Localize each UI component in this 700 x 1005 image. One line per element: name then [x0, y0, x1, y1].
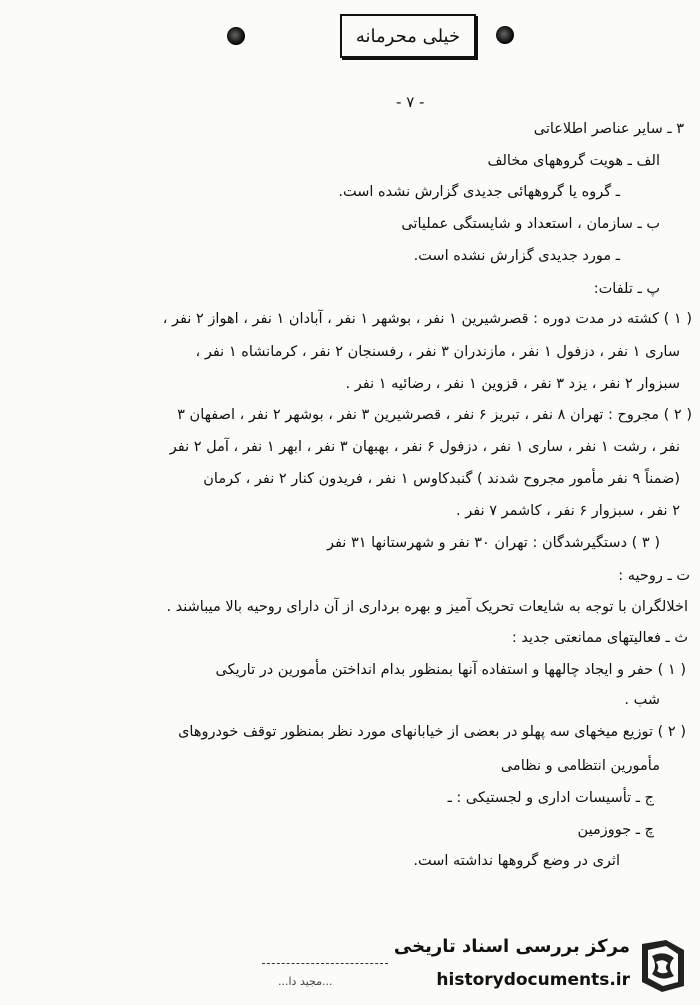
body-line: اثری در وضع گروهها نداشته است. [413, 853, 620, 869]
body-line: ـ مورد جدیدی گزارش نشده است. [413, 248, 620, 264]
body-line: ( ۱ ) کشته در مدت دوره : قصرشیرین ۱ نفر ، بوشهر ۱ نفر ، آبادان ۱ نفر ، اهواز ۲ نفر ، [162, 311, 692, 327]
archive-logo-icon [636, 936, 690, 996]
subsection-heading: ج ـ تأسیسات اداری و لجستیکی : ـ [447, 790, 654, 806]
body-line: ۲ نفر ، سبزوار ۶ نفر ، کاشمر ۷ نفر . [456, 503, 680, 519]
binder-hole-left [227, 27, 245, 45]
classification-stamp [340, 14, 476, 58]
page-number: - ۷ - [396, 93, 425, 111]
watermark-title: مرکز بررسی اسناد تاریخی [393, 936, 630, 957]
body-line: شب . [624, 692, 660, 708]
body-line: مأمورین انتظامی و نظامی [500, 758, 660, 774]
subsection-heading: چ ـ جووزمین [577, 822, 654, 838]
body-line: ( ۲ ) مجروح : تهران ۸ نفر ، تبریز ۶ نفر ، قصرشیرین ۳ نفر ، بوشهر ۲ نفر ، اصفهان ۳ [177, 407, 692, 423]
footer-stamp-text: ...مجید دا... [278, 975, 333, 988]
binder-hole-right [496, 26, 514, 44]
body-line: اخلالگران با توجه به شایعات تحریک آمیز و بهره برداری از آن دارای روحیه بالا میباشند . [166, 599, 688, 615]
subsection-heading: پ ـ تلفات: [593, 281, 660, 297]
footer-dashed-line [262, 963, 388, 964]
subsection-heading: ب ـ سازمان ، استعداد و شایستگی عملیاتی [401, 216, 660, 232]
body-line: ساری ۱ نفر ، دزفول ۱ نفر ، مازندران ۳ نفر ، رفسنجان ۲ نفر ، کرمانشاه ۱ نفر ، [195, 344, 680, 360]
body-line: نفر ، رشت ۱ نفر ، ساری ۱ نفر ، دزفول ۶ نفر ، بهبهان ۳ نفر ، ابهر ۱ نفر ، آمل ۲ نفر [169, 439, 680, 455]
subsection-heading: الف ـ هویت گروههای مخالف [487, 153, 660, 169]
body-line: ( ۱ ) حفر و ایجاد چالهها و استفاده آنها بمنظور بدام انداختن مأمورین در تاریکی [215, 662, 686, 678]
section-title: ۳ ـ سایر عناصر اطلاعاتی [533, 121, 684, 137]
body-line: سبزوار ۲ نفر ، یزد ۳ نفر ، قزوین ۱ نفر ، رضائیه ۱ نفر . [345, 376, 680, 392]
body-line: ( ۲ ) توزیع میخهای سه پهلو در بعضی از خیابانهای مورد نظر بمنظور توقف خودروهای [178, 724, 686, 740]
subsection-heading: ت ـ روحیه : [618, 568, 690, 584]
body-line: ـ گروه یا گروههائی جدیدی گزارش نشده است. [338, 184, 620, 200]
body-line: ( ۳ ) دستگیرشدگان : تهران ۳۰ نفر و شهرستانها ۳۱ نفر [326, 535, 660, 551]
subsection-heading: ث ـ فعالیتهای ممانعتی جدید : [511, 630, 688, 646]
body-line: (ضمناً ۹ نفر مأمور مجروح شدند ) گنبدکاوس ۱ نفر ، فریدون کنار ۲ نفر ، کرمان [203, 471, 680, 487]
classification-label: خیلی محرمانه [355, 25, 461, 47]
watermark-site: historydocuments.ir [436, 970, 630, 990]
watermark [393, 932, 692, 1002]
